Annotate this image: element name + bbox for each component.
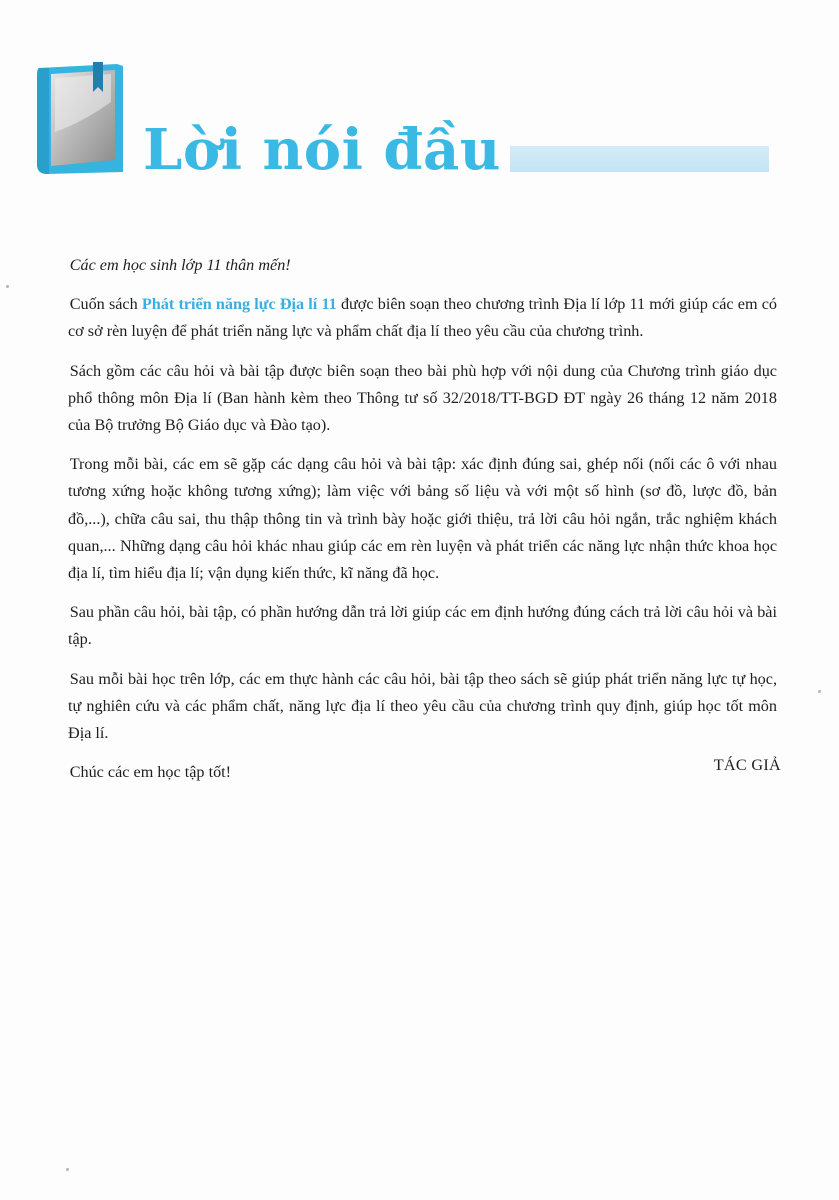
book-icon (33, 62, 125, 176)
preface-body (68, 252, 777, 798)
scan-speck (6, 285, 9, 288)
paragraph-intro-lead: Cuốn sách (69, 295, 142, 314)
title-decoration-bar (510, 146, 769, 172)
paragraph-intro-rest: được biên soạn theo chương trình Địa lí lớp 11 mới giúp các em có cơ sở rèn luyện để phát triển năng lực và phẩm chất địa lí theo yêu cầu của chương trình. (68, 295, 777, 341)
scan-speck (66, 1168, 69, 1171)
scan-speck (818, 690, 821, 693)
author-signature: TÁC GIẢ (713, 756, 781, 774)
paragraph-question-types: Trong mỗi bài, các em sẽ gặp các dạng câu hỏi và bài tập: xác định đúng sai, ghép nối (nối các ô với nhau tương xứng hoặc không tương xứng); làm việc với bảng số liệu và với một số hình (sơ đồ, lược đồ, bản đồ,...), chữa câu sai, thu thập thông tin và trình bày hoặc giới thiệu, trả lời câu hỏi ngắn, trắc nghiệm khách quan,... Những dạng câu hỏi khác nhau giúp các em rèn luyện và phát triển các năng lực nhận thức khoa học địa lí, tìm hiểu địa lí; vận dụng kiến thức, kĩ năng đã học. (68, 455, 777, 583)
paragraph-practice: Sau mỗi bài học trên lớp, các em thực hành các câu hỏi, bài tập theo sách sẽ giúp phát triển năng lực tự học, tự nghiên cứu và các phẩm chất, năng lực địa lí theo yêu cầu của chương trình quy định, giúp học tốt môn Địa lí. (68, 669, 777, 743)
page-title: Lời nói đầu (143, 117, 501, 183)
page-header (0, 0, 839, 200)
paragraph-intro (68, 291, 777, 345)
paragraph-answer-guide: Sau phần câu hỏi, bài tập, có phần hướng dẫn trả lời giúp các em định hướng đúng cách trả lời câu hỏi và bài tập. (68, 603, 777, 649)
greeting: Các em học sinh lớp 11 thân mến! (69, 256, 291, 274)
book-name: Phát triển năng lực Địa lí 11 (141, 295, 337, 314)
closing-wish: Chúc các em học tập tốt! (69, 763, 232, 782)
paragraph-contents: Sách gồm các câu hỏi và bài tập được biên soạn theo bài phù hợp với nội dung của Chương trình giáo dục phổ thông môn Địa lí (Ban hành kèm theo Thông tư số 32/2018/TT-BGD ĐT ngày 26 tháng 12 năm 2018 của Bộ trưởng Bộ Giáo dục và Đào tạo). (68, 361, 777, 435)
